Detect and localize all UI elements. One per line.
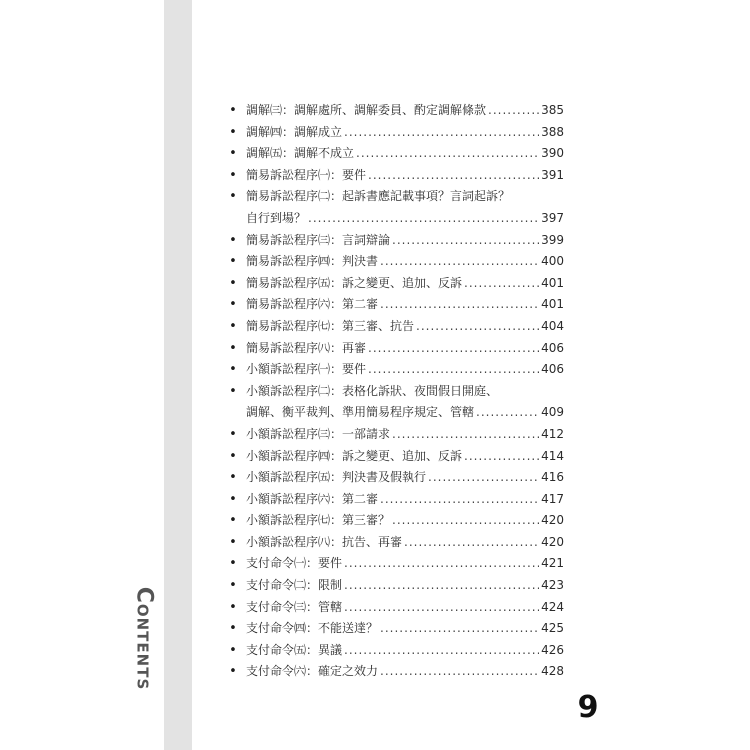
toc-entry-title: 小額訴訟程序㈢：一部請求 xyxy=(246,426,391,441)
toc-entry-page: 416 xyxy=(541,470,564,485)
dot-leader xyxy=(392,230,539,252)
toc-entry[interactable] xyxy=(224,575,564,597)
dot-leader xyxy=(344,553,539,575)
bullet-icon: • xyxy=(229,275,237,291)
toc-entry-page: 388 xyxy=(541,124,564,139)
toc-entry[interactable] xyxy=(224,424,564,446)
toc-entry-page: 420 xyxy=(541,513,564,528)
toc-entry-title: 支付命令㈡：限制 xyxy=(246,578,343,593)
toc-entry-page: 399 xyxy=(541,232,564,247)
toc-entry[interactable] xyxy=(224,553,564,575)
bullet-icon: • xyxy=(229,599,237,615)
bullet-icon: • xyxy=(229,642,237,658)
contents-side-label xyxy=(126,575,162,701)
toc-entry[interactable] xyxy=(224,230,564,252)
bullet-icon: • xyxy=(229,189,237,205)
toc-entry-title: 支付命令㈢：管轄 xyxy=(246,599,343,614)
toc-entry-title: 小額訴訟程序㈥：第二審 xyxy=(246,491,379,506)
toc-entry-page: 406 xyxy=(541,340,564,355)
toc-entry-page: 423 xyxy=(541,578,564,593)
toc-entry[interactable] xyxy=(224,294,564,316)
bullet-icon: • xyxy=(229,556,237,572)
contents-label-text: Contents xyxy=(131,586,157,690)
bullet-icon: • xyxy=(229,426,237,442)
bullet-icon: • xyxy=(229,513,237,529)
toc-entry[interactable] xyxy=(224,186,564,229)
toc-entry-page: 428 xyxy=(541,664,564,679)
toc-entry-page: 421 xyxy=(541,556,564,571)
bullet-icon: • xyxy=(229,254,237,270)
dot-leader xyxy=(380,251,539,273)
toc-entry-title: 小額訴訟程序㈠：要件 xyxy=(246,362,367,377)
toc-entry[interactable] xyxy=(224,467,564,489)
dot-leader xyxy=(380,618,539,640)
bullet-icon: • xyxy=(229,383,237,399)
dot-leader xyxy=(416,316,539,338)
bullet-icon: • xyxy=(229,124,237,140)
toc-entry-page: 397 xyxy=(541,210,564,225)
toc-entry-title: 支付命令㈣：不能送達？ xyxy=(246,621,379,636)
dot-leader xyxy=(356,143,539,165)
dot-leader xyxy=(428,467,539,489)
dot-leader xyxy=(464,273,539,295)
toc-entry-title: 簡易訴訟程序㈣：判決書 xyxy=(246,254,379,269)
dot-leader xyxy=(368,165,539,187)
toc-entry[interactable] xyxy=(224,640,564,662)
toc-entry-title: 簡易訴訟程序㈤：訴之變更、追加、反訴 xyxy=(246,275,463,290)
toc-entry-page: 401 xyxy=(541,275,564,290)
toc-entry[interactable] xyxy=(224,618,564,640)
dot-leader xyxy=(392,424,539,446)
toc-entry-page: 426 xyxy=(541,642,564,657)
toc-entry-title: 小額訴訟程序㈡：表格化訴狀、夜間假日開庭、 xyxy=(246,383,499,398)
toc-entry-page: 385 xyxy=(541,103,564,117)
bullet-icon: • xyxy=(229,534,237,550)
toc-entry-title: 簡易訴訟程序㈥：第二審 xyxy=(246,297,379,312)
dot-leader xyxy=(392,510,539,532)
toc-entry-title: 調解㈤：調解不成立 xyxy=(246,146,355,161)
toc-entry-title: 簡易訴訟程序㈡：起訴書應記載事項？言詞起訴？ xyxy=(246,189,511,204)
toc-entry-page: 409 xyxy=(541,405,564,420)
toc-entry-page: 406 xyxy=(541,362,564,377)
dot-leader xyxy=(476,402,539,424)
bullet-icon: • xyxy=(229,146,237,162)
toc-entry[interactable] xyxy=(224,316,564,338)
toc-entry-page: 417 xyxy=(541,491,564,506)
page-number: 9 xyxy=(577,690,599,725)
toc-entry[interactable] xyxy=(224,359,564,381)
toc-entry[interactable] xyxy=(224,381,564,424)
toc-entry[interactable] xyxy=(224,338,564,360)
dot-leader xyxy=(380,661,539,683)
dot-leader xyxy=(488,100,539,122)
toc-entry-page: 404 xyxy=(541,318,564,333)
toc-entry-page: 425 xyxy=(541,621,564,636)
toc-entry-title: 小額訴訟程序㈤：判決書及假執行 xyxy=(246,470,427,485)
dot-leader xyxy=(344,640,539,662)
bullet-icon: • xyxy=(229,167,237,183)
toc-entry-page: 391 xyxy=(541,167,564,182)
bullet-icon: • xyxy=(229,491,237,507)
toc-entry-page: 420 xyxy=(541,534,564,549)
toc-entry-title: 簡易訴訟程序㈢：言詞辯論 xyxy=(246,232,391,247)
bullet-icon: • xyxy=(229,318,237,334)
table-of-contents xyxy=(224,100,564,683)
bullet-icon: • xyxy=(229,448,237,464)
toc-entry-page: 400 xyxy=(541,254,564,269)
bullet-icon: • xyxy=(229,621,237,637)
bullet-icon: • xyxy=(229,103,237,118)
bullet-icon: • xyxy=(229,664,237,680)
toc-entry[interactable] xyxy=(224,510,564,532)
toc-entry[interactable] xyxy=(224,661,564,683)
dot-leader xyxy=(344,575,539,597)
toc-entry[interactable] xyxy=(224,489,564,511)
toc-entry-title: 自行到場？ xyxy=(246,210,307,225)
toc-entry[interactable] xyxy=(224,273,564,295)
dot-leader xyxy=(344,597,539,619)
toc-entry-title: 小額訴訟程序㈦：第三審？ xyxy=(246,513,391,528)
toc-entry-title: 調解㈣：調解成立 xyxy=(246,124,343,139)
toc-entry-title: 簡易訴訟程序㈧：再審 xyxy=(246,340,367,355)
toc-entry[interactable] xyxy=(224,165,564,187)
dot-leader xyxy=(404,532,539,554)
dot-leader xyxy=(380,489,539,511)
toc-entry[interactable] xyxy=(224,532,564,554)
toc-entry-title: 支付命令㈠：要件 xyxy=(246,556,343,571)
bullet-icon: • xyxy=(229,362,237,378)
dot-leader xyxy=(368,359,539,381)
toc-entry[interactable] xyxy=(224,446,564,468)
toc-entry[interactable] xyxy=(224,143,564,165)
toc-entry-page: 390 xyxy=(541,146,564,161)
toc-entry-title: 支付命令㈤：異議 xyxy=(246,642,343,657)
dot-leader xyxy=(368,338,539,360)
dot-leader xyxy=(380,294,539,316)
dot-leader xyxy=(464,446,539,468)
bullet-icon: • xyxy=(229,297,237,313)
bullet-icon: • xyxy=(229,470,237,486)
bullet-icon: • xyxy=(229,232,237,248)
toc-entry-title: 小額訴訟程序㈧：抗告、再審 xyxy=(246,534,403,549)
bullet-icon: • xyxy=(229,578,237,594)
side-band xyxy=(164,0,192,750)
toc-entry-page: 424 xyxy=(541,599,564,614)
toc-entry-title: 調解㈢：調解處所、調解委員、酌定調解條款 xyxy=(246,103,487,117)
toc-entry[interactable] xyxy=(224,100,564,122)
toc-entry-page: 412 xyxy=(541,426,564,441)
toc-entry-title: 調解、衡平裁判、準用簡易程序規定、管轄 xyxy=(246,405,475,420)
toc-entry[interactable] xyxy=(224,122,564,144)
dot-leader xyxy=(308,208,539,230)
toc-entry-page: 414 xyxy=(541,448,564,463)
toc-entry[interactable] xyxy=(224,597,564,619)
toc-entry-title: 小額訴訟程序㈣：訴之變更、追加、反訴 xyxy=(246,448,463,463)
toc-entry[interactable] xyxy=(224,251,564,273)
dot-leader xyxy=(344,122,539,144)
bullet-icon: • xyxy=(229,340,237,356)
toc-entry-page: 401 xyxy=(541,297,564,312)
toc-entry-title: 支付命令㈥：確定之效力 xyxy=(246,664,379,679)
toc-entry-title: 簡易訴訟程序㈦：第三審、抗告 xyxy=(246,318,415,333)
toc-entry-title: 簡易訴訟程序㈠：要件 xyxy=(246,167,367,182)
